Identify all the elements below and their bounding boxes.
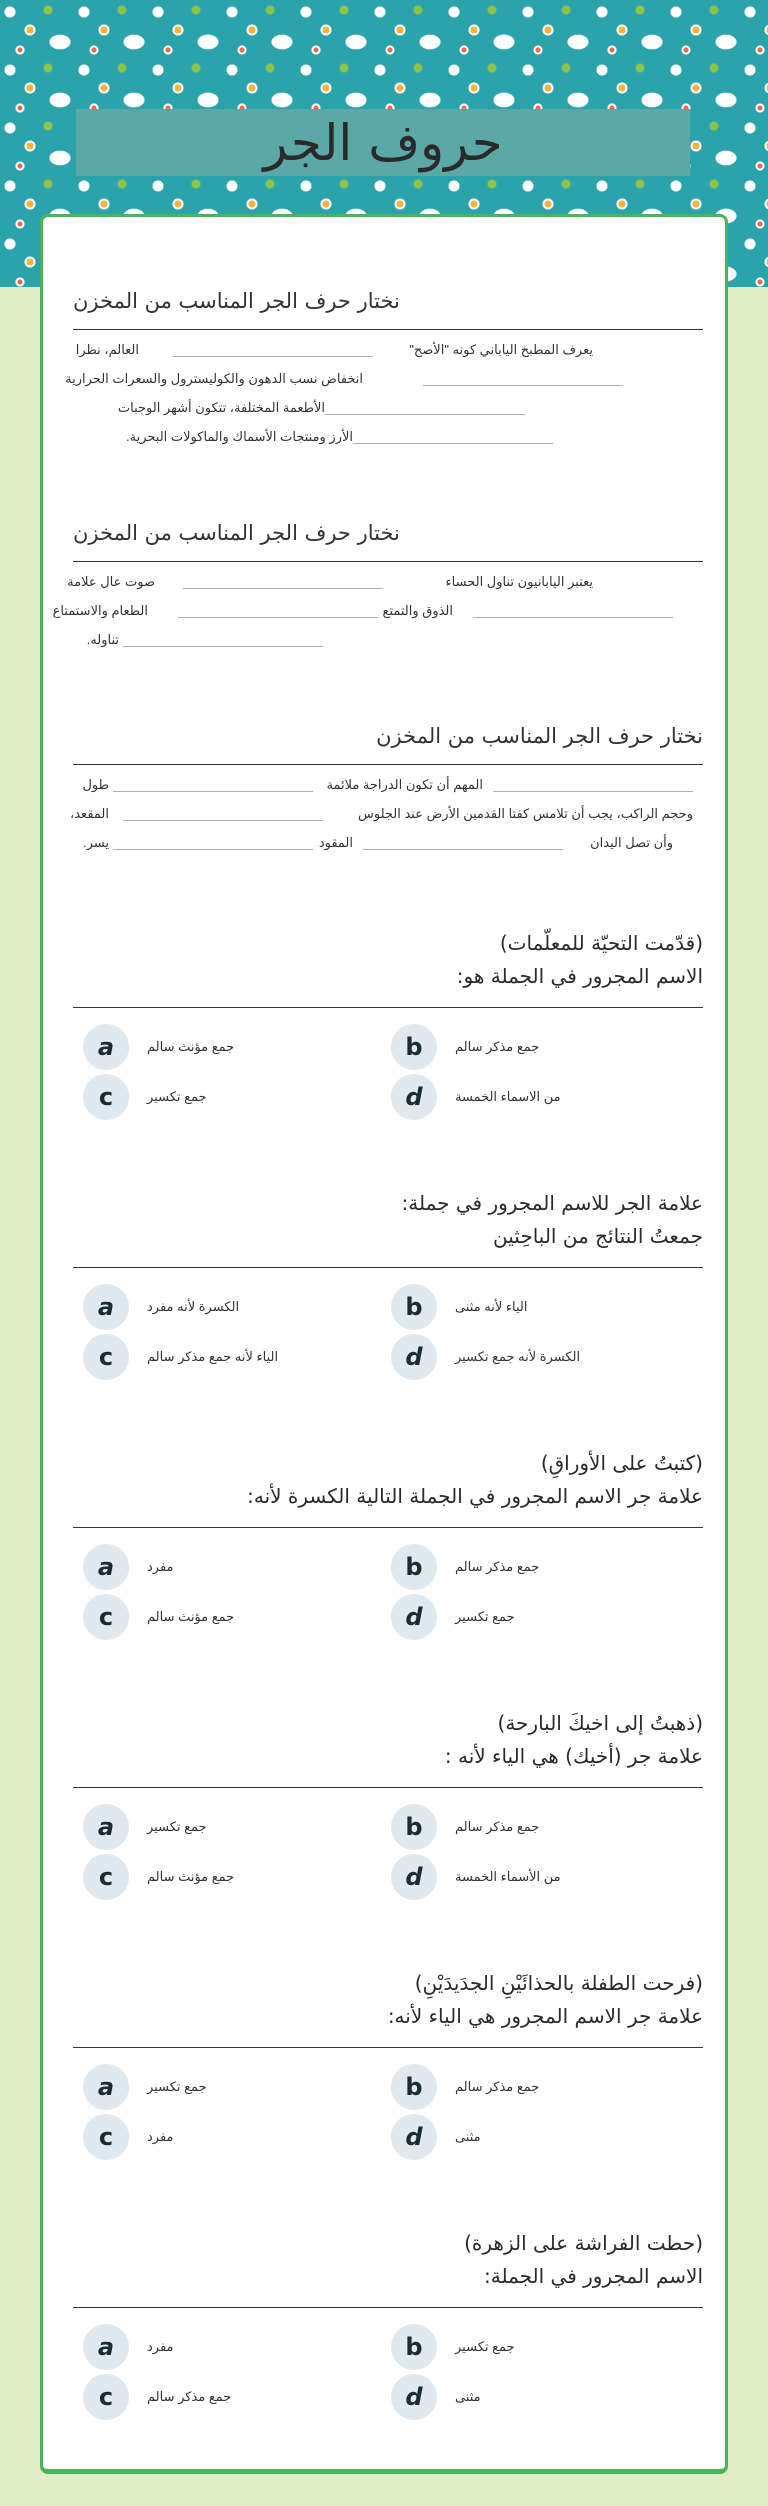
section-title: نختار حرف الجر المناسب من المخزن xyxy=(376,724,703,748)
option-badge-b: b xyxy=(391,1804,437,1850)
sentence-line: انخفاض نسب الدهون والكوليسترول والسعرات الحرارية xyxy=(73,367,703,396)
option-a[interactable]: a جمع تكسير xyxy=(83,1804,207,1850)
option-badge-a: a xyxy=(83,1804,129,1850)
sentence-line: وأن تصل اليدان المقود يسر. xyxy=(83,835,673,850)
sentence-line: الأطعمة المختلفة، تتكون أشهر الوجبات xyxy=(73,396,703,425)
sentence-line: الذوق والتمتع الطعام والاستمتاع xyxy=(73,599,703,628)
question-divider xyxy=(73,2047,703,2048)
blank-input[interactable] xyxy=(473,617,673,618)
option-badge-a: a xyxy=(83,2064,129,2110)
question-prompt: علامة جر (أخيك) هي الياء لأنه : xyxy=(444,1744,703,1768)
question-6 xyxy=(73,2227,703,2434)
fill-section-2 xyxy=(52,519,703,657)
fill-section-3 xyxy=(70,722,703,860)
option-c[interactable]: c مفرد xyxy=(83,2114,174,2160)
question-prompt: علامة جر الاسم المجرور في الجملة التالية الكسرة لأنه: xyxy=(247,1484,703,1508)
option-a[interactable]: a مفرد xyxy=(83,1544,174,1590)
blank-input[interactable] xyxy=(363,849,563,850)
title-banner xyxy=(76,109,690,176)
option-badge-a: a xyxy=(83,1024,129,1070)
option-badge-a: a xyxy=(83,2324,129,2370)
worksheet-card xyxy=(40,214,728,2474)
blank-input[interactable] xyxy=(353,443,553,444)
option-badge-b: b xyxy=(391,1284,437,1330)
sentence-line: تناوله. xyxy=(73,628,703,657)
blank-input[interactable] xyxy=(178,617,378,618)
option-badge-b: b xyxy=(391,1544,437,1590)
question-sentence: (ذهبتُ إلى اخيكَ البارحة) xyxy=(497,1711,703,1735)
question-divider xyxy=(73,1007,703,1008)
option-c[interactable]: c جمع مؤنث سالم xyxy=(83,1854,234,1900)
option-d[interactable]: d الكسرة لأنه جمع تكسير xyxy=(391,1334,580,1380)
question-divider xyxy=(73,1267,703,1268)
option-badge-d: d xyxy=(391,1854,437,1900)
option-c[interactable]: c الياء لأنه جمع مذكر سالم xyxy=(83,1334,278,1380)
option-badge-c: c xyxy=(83,1594,129,1640)
option-d[interactable]: d جمع تكسير xyxy=(391,1594,515,1640)
question-divider xyxy=(73,1787,703,1788)
option-c[interactable]: c جمع تكسير xyxy=(83,1074,207,1120)
option-b[interactable]: b الياء لأنه مثنى xyxy=(391,1284,527,1330)
sentence-line: يعتبر اليابانيون تناول الحساء صوت عال علامة xyxy=(67,574,593,589)
option-badge-d: d xyxy=(391,2114,437,2160)
option-badge-c: c xyxy=(83,2114,129,2160)
question-prompt: الاسم المجرور في الجملة: xyxy=(483,2264,703,2288)
section-divider xyxy=(73,329,703,330)
sentence-line: الأرز ومنتجات الأسماك والماكولات البحرية. xyxy=(73,425,703,454)
question-sentence: جمعتُ النتائج من الباحِثين xyxy=(493,1224,703,1248)
question-prompt: علامة جر الاسم المجرور هي الياء لأنه: xyxy=(387,2004,703,2028)
blank-input[interactable] xyxy=(183,588,383,589)
question-2 xyxy=(73,1187,703,1394)
question-prompt: الاسم المجرور في الجملة هو: xyxy=(456,964,703,988)
question-divider xyxy=(73,1527,703,1528)
blank-input[interactable] xyxy=(123,820,323,821)
question-5 xyxy=(73,1967,703,2174)
option-a[interactable]: a مفرد xyxy=(83,2324,174,2370)
option-a[interactable]: a جمع تكسير xyxy=(83,2064,207,2110)
option-a[interactable]: a جمع مؤنث سالم xyxy=(83,1024,234,1070)
option-badge-c: c xyxy=(83,1334,129,1380)
option-badge-c: c xyxy=(83,1074,129,1120)
option-b[interactable]: b جمع مذكر سالم xyxy=(391,1024,539,1070)
sentence-line: وحجم الراكب، يجب أن تلامس كفتا القدمين الأرض عند الجلوس المقعد، xyxy=(70,806,693,821)
option-badge-c: c xyxy=(83,1854,129,1900)
section-divider xyxy=(73,764,703,765)
question-prompt: علامة الجر للاسم المجرور في جملة: xyxy=(401,1191,703,1215)
question-sentence: (كتبتُ على الأوراقِ) xyxy=(540,1451,703,1475)
option-badge-c: c xyxy=(83,2374,129,2420)
option-badge-d: d xyxy=(391,1074,437,1120)
option-a[interactable]: a الكسرة لأنه مفرد xyxy=(83,1284,239,1330)
option-b[interactable]: b جمع مذكر سالم xyxy=(391,1544,539,1590)
section-divider xyxy=(73,561,703,562)
option-badge-d: d xyxy=(391,2374,437,2420)
question-4 xyxy=(73,1707,703,1914)
option-badge-a: a xyxy=(83,1284,129,1330)
blank-input[interactable] xyxy=(423,385,623,386)
sentence-line: يعرف المطبخ الياباني كونه "الأصح" العالم، نظرا xyxy=(75,342,593,357)
blank-input[interactable] xyxy=(113,849,313,850)
option-d[interactable]: d من الاسماء الخمسة xyxy=(391,1074,561,1120)
option-badge-a: a xyxy=(83,1544,129,1590)
blank-input[interactable] xyxy=(173,356,373,357)
option-badge-d: d xyxy=(391,1334,437,1380)
option-b[interactable]: b جمع مذكر سالم xyxy=(391,2064,539,2110)
option-badge-d: d xyxy=(391,1594,437,1640)
option-badge-b: b xyxy=(391,2064,437,2110)
fill-section-1 xyxy=(65,287,703,454)
page-title: حروف الجر xyxy=(263,113,503,172)
blank-input[interactable] xyxy=(325,414,525,415)
option-d[interactable]: d من الأسماء الخمسة xyxy=(391,1854,561,1900)
option-c[interactable]: c جمع مذكر سالم xyxy=(83,2374,231,2420)
option-badge-b: b xyxy=(391,2324,437,2370)
blank-input[interactable] xyxy=(113,791,313,792)
option-c[interactable]: c جمع مؤنث سالم xyxy=(83,1594,234,1640)
question-sentence: (فرحت الطفلة بالحذائَيْنِ الجدَيدَيْنِ) xyxy=(414,1971,703,1995)
question-3 xyxy=(73,1447,703,1654)
question-divider xyxy=(73,2307,703,2308)
option-d[interactable]: d مثنى xyxy=(391,2114,481,2160)
option-b[interactable]: b جمع تكسير xyxy=(391,2324,515,2370)
option-d[interactable]: d مثنى xyxy=(391,2374,481,2420)
question-sentence: (حطت الفراشة على الزهرة) xyxy=(464,2231,703,2255)
section-title: نختار حرف الجر المناسب من المخزن xyxy=(73,521,400,545)
option-badge-b: b xyxy=(391,1024,437,1070)
sentence-line: المهم أن تكون الدراجة ملائمة طول xyxy=(73,773,703,802)
option-b[interactable]: b جمع مذكر سالم xyxy=(391,1804,539,1850)
blank-input[interactable] xyxy=(123,646,323,647)
section-title: نختار حرف الجر المناسب من المخزن xyxy=(73,289,400,313)
blank-input[interactable] xyxy=(493,791,693,792)
question-sentence: (قدّمت التحيّة للمعلّمات) xyxy=(499,931,703,955)
question-1 xyxy=(73,927,703,1134)
